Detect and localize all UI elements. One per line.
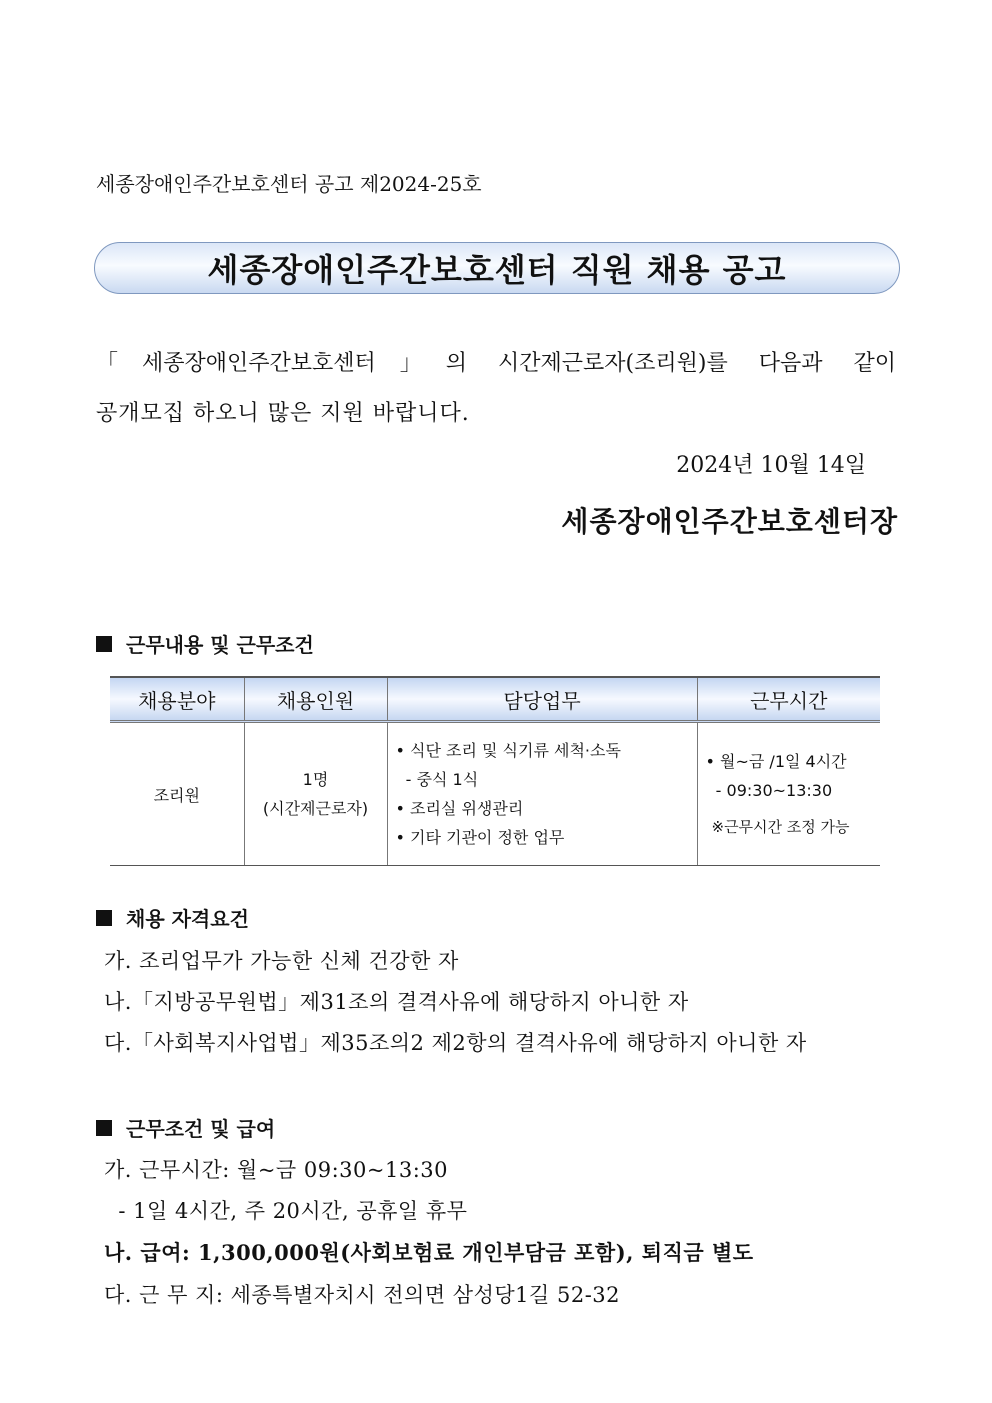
title-banner: [94, 242, 900, 294]
bullet-square-icon: [96, 910, 112, 926]
condition-item-pay: 나. 급여: 1,300,000원(사회보험료 개인부담금 포함), 퇴직금 별도: [104, 1240, 754, 1265]
section-conditions-pay: [96, 1113, 275, 1142]
notice-number: 세종장애인주간보호센터 공고 제2024-25호: [96, 172, 482, 196]
hours-note: ※근무시간 조정 가능: [711, 817, 850, 836]
intro-line-2: 공개모집 하오니 많은 지원 바랍니다.: [96, 401, 470, 426]
signer: 세종장애인주간보호센터장: [561, 505, 898, 538]
qualification-item: 나.「지방공무원법」제31조의 결격사유에 해당하지 아니한 자: [104, 990, 689, 1014]
cell-duties: [387, 722, 697, 866]
cell-field: 조리원: [110, 722, 244, 866]
header-duties: 담당업무: [387, 677, 697, 722]
duty-item: • 기타 기관이 정한 업무: [395, 828, 565, 847]
job-table: [110, 676, 880, 866]
table-row: [110, 722, 880, 866]
table-header-row: [110, 677, 880, 722]
condition-item: 가. 근무시간: 월~금 09:30~13:30: [104, 1158, 449, 1182]
intro-line-1: 「세종장애인주간보호센터」의 시간제근로자(조리원)를 다음과 같이: [96, 351, 896, 376]
duty-item: • 조리실 위생관리: [395, 799, 524, 818]
section-title: 근무조건 및 급여: [126, 1117, 276, 1141]
qualification-item: 다.「사회복지사업법」제35조의2 제2항의 결격사유에 해당하지 아니한 자: [104, 1031, 807, 1055]
hours-item: - 09:30~13:30: [705, 780, 833, 800]
hours-item: • 월~금 /1일 4시간: [705, 751, 847, 771]
cell-count: [244, 722, 387, 866]
section-title: 근무내용 및 근무조건: [126, 633, 314, 657]
duty-item: • 식단 조리 및 식기류 세척·소독: [395, 741, 621, 760]
header-field: 채용분야: [110, 677, 244, 722]
page-title: 세종장애인주간보호센터 직원 채용 공고: [207, 251, 787, 289]
bullet-square-icon: [96, 1120, 112, 1136]
section-work-content: [96, 629, 314, 658]
count-value: 1명: [302, 770, 329, 789]
duty-item: - 중식 1식: [395, 770, 479, 789]
section-qualifications: [96, 903, 249, 932]
bullet-square-icon: [96, 636, 112, 652]
header-hours: 근무시간: [697, 677, 880, 722]
condition-item: 다. 근 무 지: 세종특별자치시 전의면 삼성당1길 52-32: [104, 1283, 621, 1307]
cell-hours: [697, 722, 880, 866]
section-title: 채용 자격요건: [126, 907, 249, 931]
condition-item: - 1일 4시간, 주 20시간, 공휴일 휴무: [104, 1199, 468, 1223]
notice-date: 2024년 10월 14일: [676, 453, 866, 478]
count-note: (시간제근로자): [262, 799, 369, 818]
qualification-item: 가. 조리업무가 가능한 신체 건강한 자: [104, 949, 459, 973]
header-count: 채용인원: [244, 677, 387, 722]
